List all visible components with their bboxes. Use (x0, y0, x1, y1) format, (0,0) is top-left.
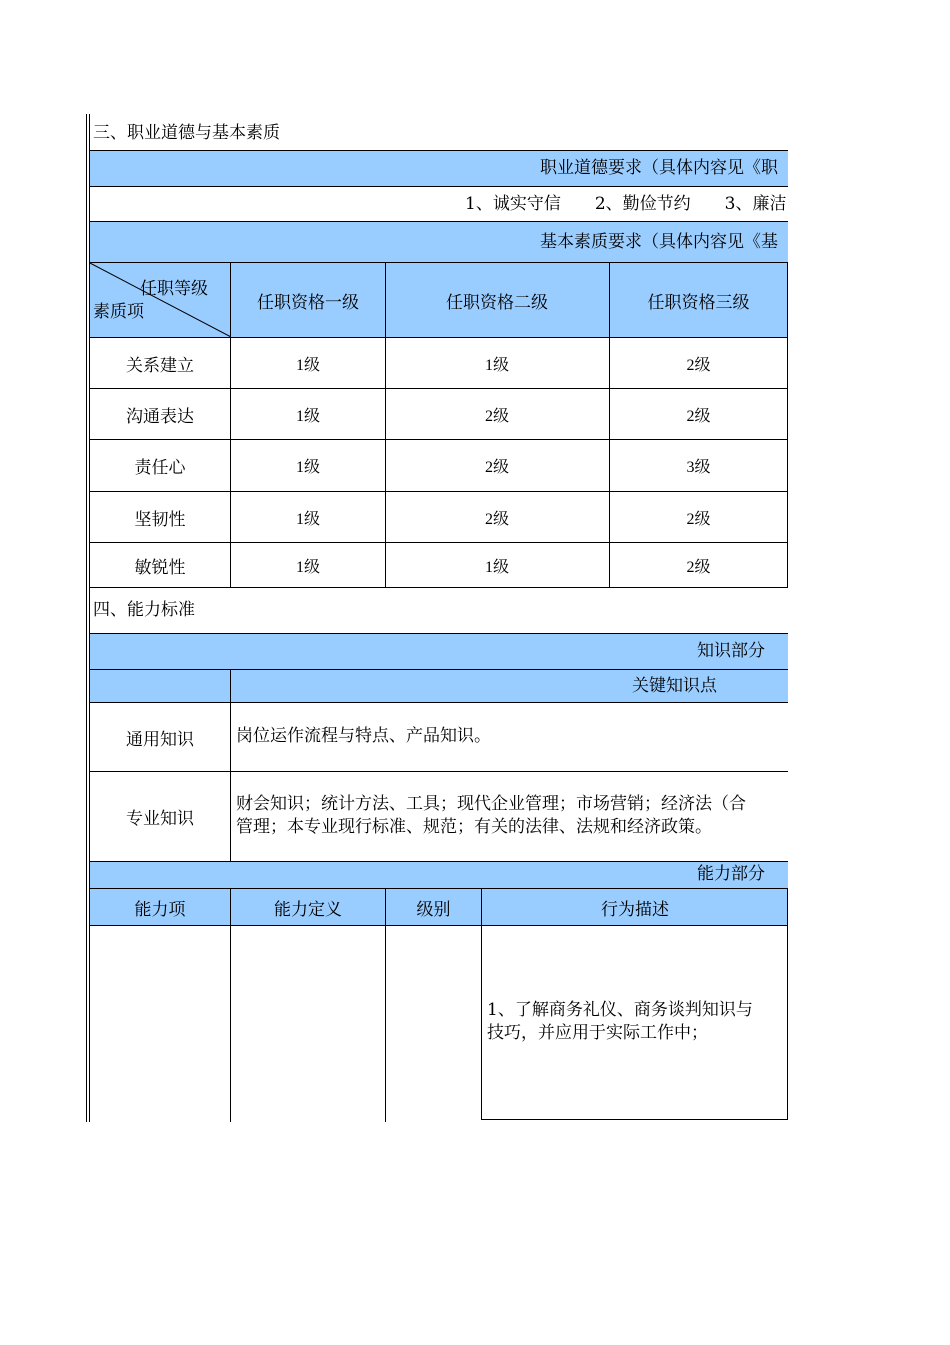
quality-item-1: 关系建立 (126, 355, 194, 376)
quality-value: 1级 (295, 558, 320, 576)
quality-item-3: 责任心 (134, 458, 186, 478)
quality-value: 2级 (484, 407, 509, 425)
section4-title: 四、能力标准 (93, 600, 195, 620)
quality-value: 1级 (295, 407, 320, 425)
ability-col-definition: 能力定义 (274, 899, 342, 920)
knowledge-header: 知识部分 (697, 641, 765, 661)
corner-top-label: 任职等级 (140, 279, 208, 299)
quality-value: 1级 (295, 356, 320, 374)
ability-col-level: 级别 (416, 899, 451, 920)
quality-value: 2级 (686, 558, 711, 576)
professional-knowledge-label: 专业知识 (126, 809, 194, 829)
corner-bottom-label: 素质项 (93, 302, 144, 322)
quality-value: 2级 (686, 510, 711, 528)
ethics-items: 1、诚实守信 2、勤俭节约 3、廉洁 (465, 194, 787, 214)
corner-diagonal (90, 263, 231, 337)
behavior-line2: 技巧，并应用于实际工作中； (487, 1023, 708, 1043)
level-header-3: 任职资格三级 (647, 292, 750, 313)
general-knowledge-label: 通用知识 (126, 729, 194, 750)
quality-header: 基本素质要求（具体内容见《基 (540, 232, 778, 252)
knowledge-header-band (90, 634, 788, 669)
quality-value: 1级 (295, 510, 320, 528)
key-points-header: 关键知识点 (632, 676, 717, 696)
quality-value: 2级 (686, 407, 711, 425)
general-knowledge-text: 岗位运作流程与特点、产品知识。 (236, 726, 491, 746)
quality-value: 3级 (686, 459, 711, 476)
quality-item-5: 敏锐性 (134, 557, 186, 578)
quality-value: 1级 (484, 356, 509, 374)
ethics-header: 职业道德要求（具体内容见《职 (540, 158, 778, 178)
level-header-2: 任职资格二级 (446, 292, 548, 313)
quality-value: 1级 (295, 459, 320, 476)
behavior-line1: 1、了解商务礼仪、商务谈判知识与 (487, 1000, 753, 1020)
quality-item-4: 坚韧性 (134, 509, 186, 530)
quality-value: 2级 (686, 356, 711, 374)
quality-value: 2级 (484, 459, 509, 476)
ability-col-behavior: 行为描述 (601, 899, 669, 920)
section3-title: 三、职业道德与基本素质 (93, 123, 280, 143)
quality-value: 2级 (484, 510, 509, 528)
professional-knowledge-line1: 财会知识；统计方法、工具；现代企业管理；市场营销；经济法（合 (236, 794, 746, 814)
ability-header-band (90, 862, 788, 888)
left-border-outer (86, 114, 87, 1122)
ability-col-item: 能力项 (134, 899, 186, 920)
level-header-1: 任职资格一级 (257, 292, 359, 313)
ability-header: 能力部分 (697, 864, 765, 884)
professional-knowledge-line2: 管理；本专业现行标准、规范；有关的法律、法规和经济政策。 (236, 817, 712, 837)
quality-item-2: 沟通表达 (126, 406, 194, 427)
quality-value: 1级 (484, 558, 509, 576)
